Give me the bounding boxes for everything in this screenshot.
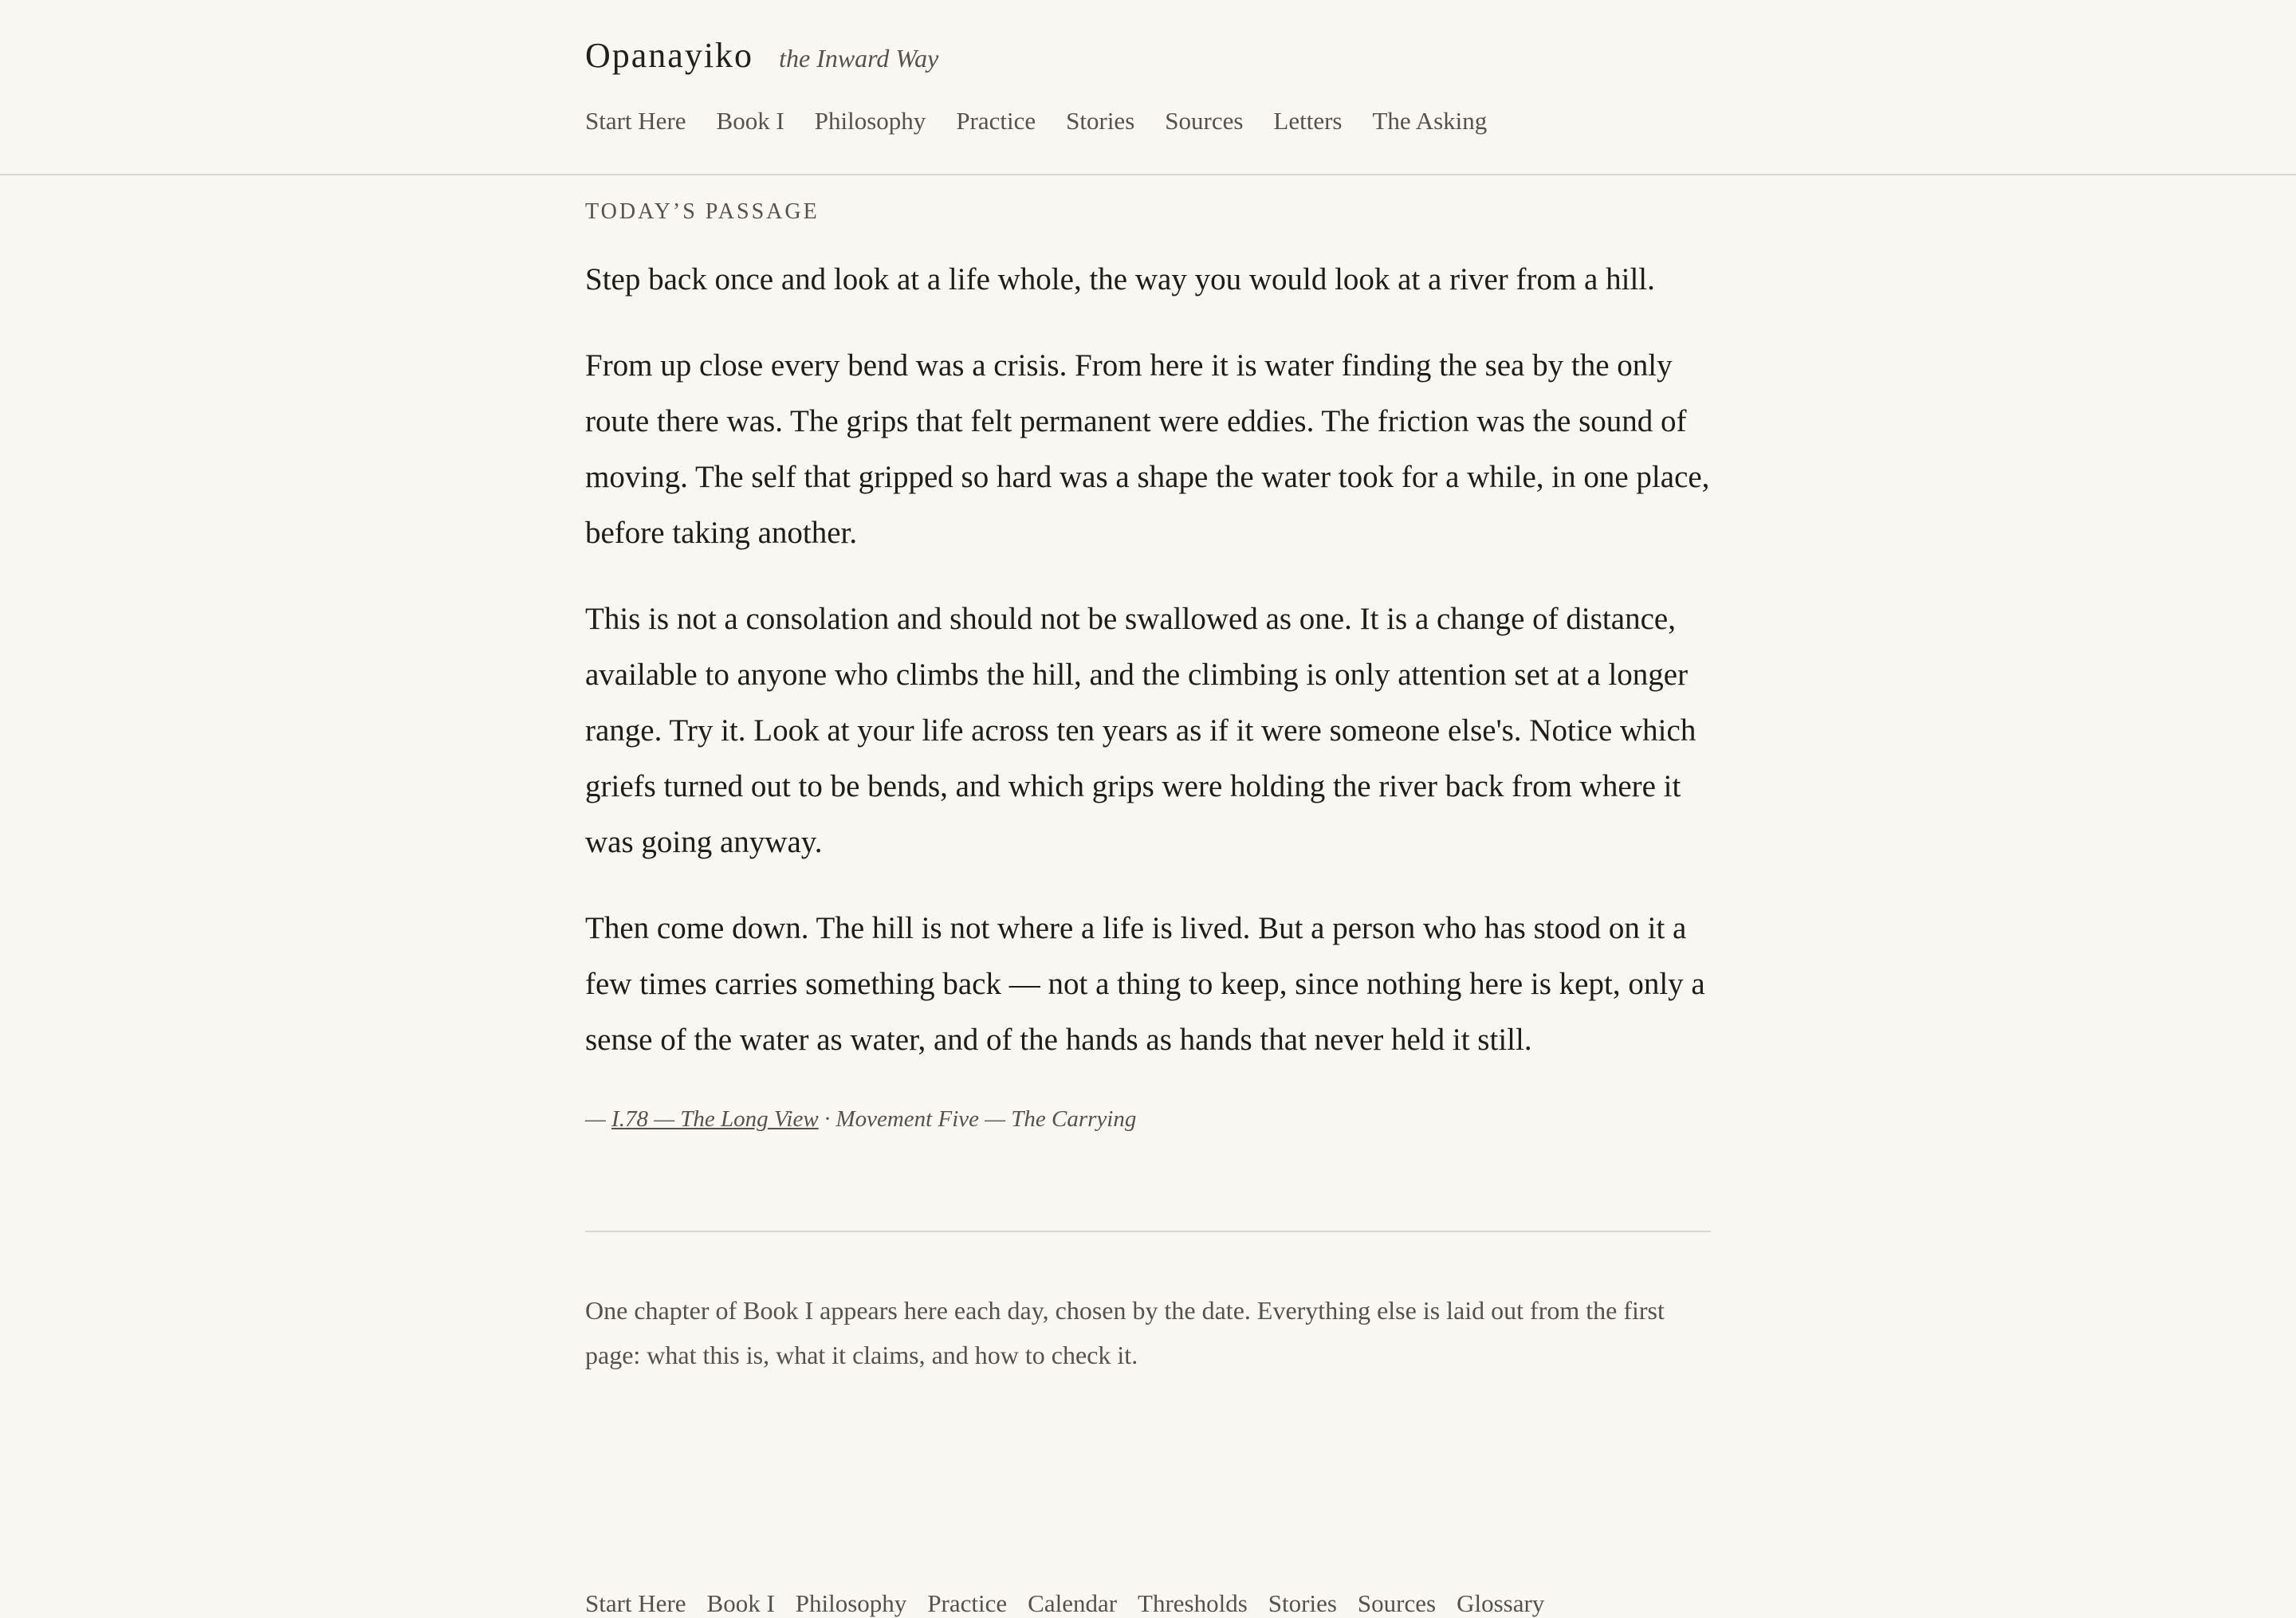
footer-link-glossary[interactable]: Glossary (1457, 1589, 1545, 1617)
brand (585, 35, 938, 76)
site-header (0, 0, 2296, 175)
nav-link-letters[interactable]: Letters (1273, 107, 1343, 135)
section-divider (585, 1231, 1711, 1232)
site-about-text: One chapter of Book I appears here each day, chosen by the date. Everything else is laid out from the first page: what this is, what it claims, and how to check it. (585, 1296, 1665, 1369)
nav-link-stories[interactable]: Stories (1066, 107, 1135, 135)
nav-link-book-i[interactable]: Book I (716, 107, 784, 135)
footer-link-book-i[interactable]: Book I (706, 1589, 775, 1617)
nav-link-sources[interactable]: Sources (1165, 107, 1244, 135)
nav-link-philosophy[interactable]: Philosophy (814, 107, 926, 135)
nav-link-practice[interactable]: Practice (956, 107, 1036, 135)
passage-paragraph: Then come down. The hill is not where a life is lived. But a person who has stood on it a few times carries something back — not a thing to keep, since nothing here is kept, only a sense of the water as water, and of the hands as hands that never held it still. (585, 911, 1705, 1057)
nav-link-the-asking[interactable]: The Asking (1372, 107, 1488, 135)
attribution-movement: · Movement Five — The Carrying (818, 1106, 1137, 1132)
daily-passage (585, 252, 1711, 1098)
footer-link-start-here[interactable]: Start Here (585, 1589, 686, 1617)
footer-link-practice[interactable]: Practice (927, 1589, 1008, 1617)
footer-nav (585, 1589, 1544, 1618)
nav-link-start-here[interactable]: Start Here (585, 107, 686, 135)
section-eyebrow: TODAY’S PASSAGE (585, 199, 820, 224)
footer-link-thresholds[interactable]: Thresholds (1138, 1589, 1248, 1617)
passage-paragraph: Step back once and look at a life whole, the way you would look at a river from a hill. (585, 262, 1655, 297)
passage-paragraph: From up close every bend was a crisis. From here it is water finding the sea by the only route there was. The grips that felt permanent were eddies. The friction was the sound of moving. The self that gripped so hard was a shape the water took for a while, in one place, before taking another. (585, 348, 1710, 550)
main-nav (585, 107, 1487, 135)
site-tagline: the Inward Way (779, 44, 939, 73)
passage-attribution (585, 1106, 1136, 1133)
attribution-dash: — (585, 1106, 612, 1132)
footer-link-sources[interactable]: Sources (1357, 1589, 1437, 1617)
site-title-link[interactable]: Opanayiko (585, 36, 754, 75)
chapter-link[interactable]: I.78 — The Long View (611, 1106, 819, 1132)
footer-link-philosophy[interactable]: Philosophy (795, 1589, 907, 1617)
footer-link-calendar[interactable]: Calendar (1028, 1589, 1118, 1617)
footer-link-stories[interactable]: Stories (1268, 1589, 1337, 1617)
passage-paragraph: This is not a consolation and should not be swallowed as one. It is a change of distance, available to anyone who climbs the hill, and the climbing is only attention set at a longer range. Try it. Look at your life across ten years as if it were someone else's. Notice which griefs turned out to be bends, and which grips were holding the river back from where it was going anyway. (585, 602, 1696, 859)
